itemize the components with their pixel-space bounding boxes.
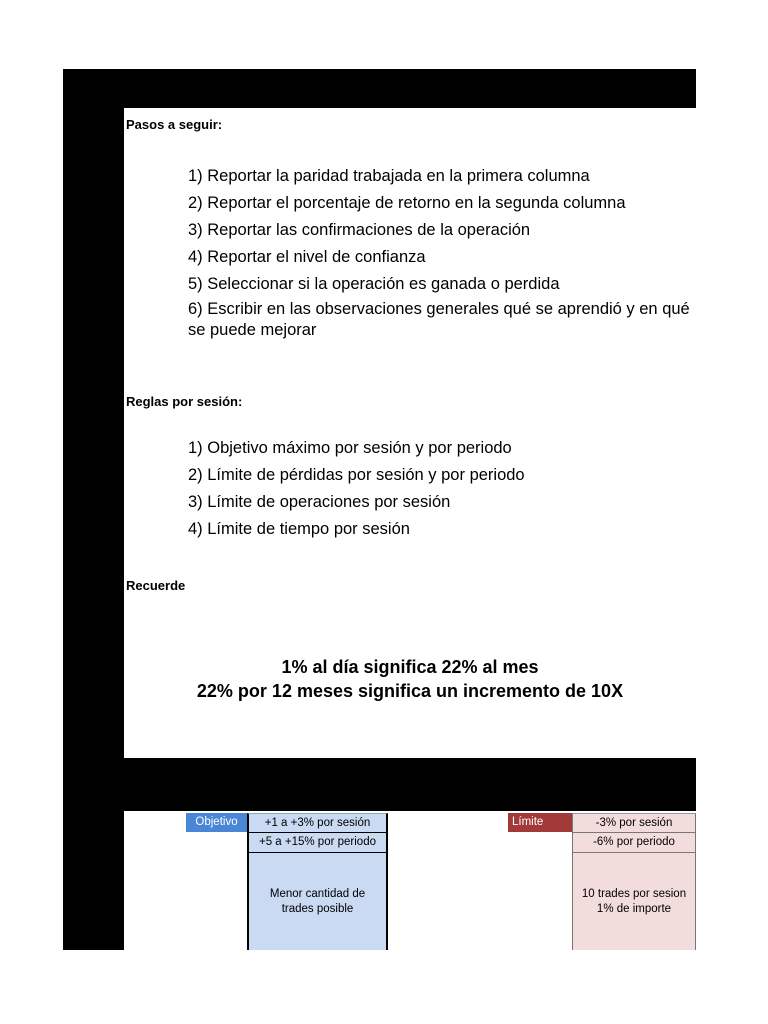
limite-session: -3% por sesión <box>572 813 696 833</box>
middle-black-band <box>63 758 696 811</box>
objetivo-note-text: Menor cantidad de trades posible <box>269 887 366 915</box>
limite-period: -6% por periodo <box>572 833 696 853</box>
pasos-item-6: 6) Escribir en las observaciones generales qué se aprendió y en qué se puede mejorar <box>188 300 690 339</box>
limite-label: Límite <box>508 813 572 832</box>
reglas-item-2: 2) Límite de pérdidas por sesión y por periodo <box>188 466 525 484</box>
recuerde-line-1: 1% al día significa 22% al mes <box>281 657 539 677</box>
reglas-item-3: 3) Límite de operaciones por sesión <box>188 493 451 511</box>
limite-note-line-2: 1% de importe <box>596 902 672 915</box>
pasos-item-1: 1) Reportar la paridad trabajada en la primera columna <box>188 167 590 185</box>
pasos-item-2: 2) Reportar el porcentaje de retorno en la segunda columna <box>188 194 626 212</box>
limite-note <box>572 853 696 950</box>
recuerde-line-2: 22% por 12 meses significa un incremento de 10X <box>196 681 624 701</box>
pasos-heading: Pasos a seguir: <box>126 117 223 132</box>
top-black-bar <box>63 69 696 108</box>
left-black-bar <box>63 69 124 950</box>
objetivo-label: Objetivo <box>186 813 247 832</box>
reglas-item-1: 1) Objetivo máximo por sesión y por periodo <box>188 439 512 457</box>
reglas-heading: Reglas por sesión: <box>126 394 243 409</box>
pasos-item-5: 5) Seleccionar si la operación es ganada o perdida <box>188 275 560 293</box>
recuerde-heading: Recuerde <box>126 578 186 593</box>
objetivo-period: +5 a +15% por periodo <box>247 833 388 853</box>
objetivo-session: +1 a +3% por sesión <box>247 813 388 833</box>
objetivo-note <box>247 853 388 950</box>
limite-note-line-1: 10 trades por sesion <box>581 887 687 900</box>
pasos-item-4: 4) Reportar el nivel de confianza <box>188 248 426 266</box>
reglas-item-4: 4) Límite de tiempo por sesión <box>188 520 410 538</box>
pasos-item-3: 3) Reportar las confirmaciones de la operación <box>188 221 531 239</box>
